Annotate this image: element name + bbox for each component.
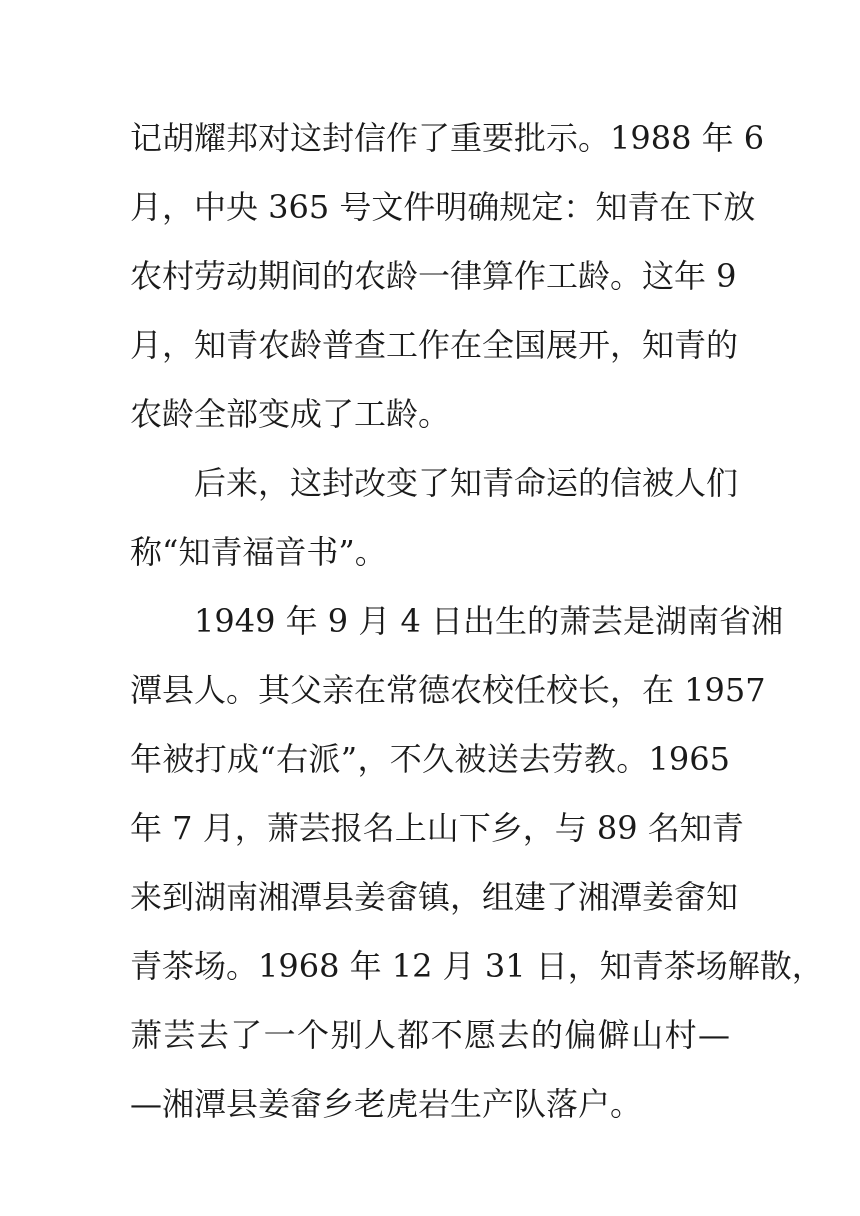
text-line: 萧芸去了一个别人都不愿去的偏僻山村— bbox=[130, 1016, 730, 1054]
text-line: 记胡耀邦对这封信作了重要批示。1988 年 6 bbox=[130, 119, 765, 157]
text-line: 年被打成“右派”，不久被送去劳教。1965 bbox=[130, 740, 730, 778]
paragraph-first-line: 后来，这封改变了知青命运的信被人们 bbox=[194, 464, 739, 502]
text-line: 来到湖南湘潭县姜畲镇，组建了湘潭姜畲知 bbox=[130, 878, 739, 916]
text-line: 月，知青农龄普查工作在全国展开，知青的 bbox=[130, 326, 739, 364]
text-line: 月，中央 365 号文件明确规定：知青在下放 bbox=[130, 188, 756, 226]
text-line: 年 7 月，萧芸报名上山下乡，与 89 名知青 bbox=[130, 809, 744, 847]
text-line: 青茶场。1968 年 12 月 31 日，知青茶场解散， bbox=[130, 947, 824, 985]
text-line: 潭县人。其父亲在常德农校任校长，在 1957 bbox=[130, 671, 766, 709]
text-line: 称“知青福音书”。 bbox=[130, 533, 387, 571]
text-line: —湘潭县姜畲乡老虎岩生产队落户。 bbox=[130, 1085, 643, 1123]
text-line: 农村劳动期间的农龄一律算作工龄。这年 9 bbox=[130, 257, 737, 295]
paragraph-first-line: 1949 年 9 月 4 日出生的萧芸是湖南省湘 bbox=[194, 602, 784, 640]
text-line: 农龄全部变成了工龄。 bbox=[130, 395, 451, 433]
